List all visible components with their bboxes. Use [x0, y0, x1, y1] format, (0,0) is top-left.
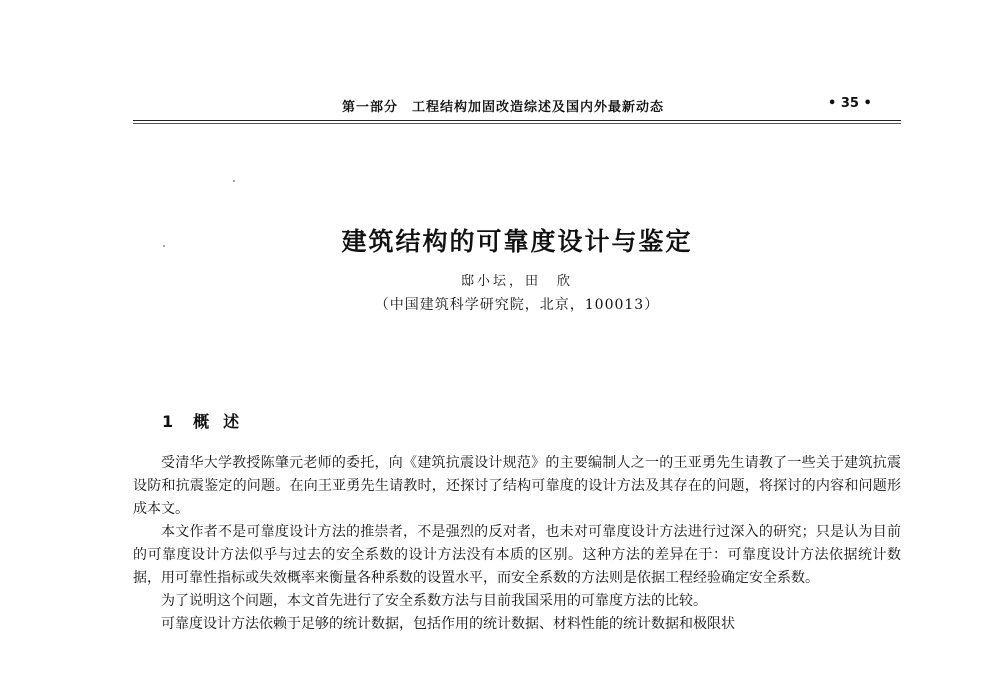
- paragraph: 可靠度设计方法依赖于足够的统计数据，包括作用的统计数据、材料性能的统计数据和极限状: [161, 616, 735, 632]
- paragraph: 本文作者不是可靠度设计方法的推崇者，不是强烈的反对者，也未对可靠度设计方法进行过深入的研究；只是认为目前的可靠度设计方法似乎与过去的安全系数的设计方法没有本质的区别。这种方法的差异在于：可靠度设计方法依据统计数据，用可靠性指标或失效概率来衡量各种系数的设置水平，而安全系数的方法则是依据工程经验确定安全系数。: [133, 524, 901, 586]
- section-heading: [162, 409, 253, 432]
- paragraph: 受清华大学教授陈肇元老师的委托，向《建筑抗震设计规范》的主要编制人之一的王亚勇先生请教了一些关于建筑抗震设防和抗震鉴定的问题。在向王亚勇先生请教时，还探讨了结构可靠度的设计方法及其存在的问题，将探讨的内容和问题形成本文。: [133, 455, 901, 517]
- paragraph: 为了说明这个问题，本文首先进行了安全系数方法与目前我国采用的可靠度方法的比较。: [161, 593, 707, 609]
- scan-speck: [233, 180, 235, 182]
- section-title: 概述: [193, 412, 254, 431]
- article-authors: 邸小坛，田 欣: [460, 274, 573, 289]
- article-affiliation: （中国建筑科学研究院，北京，100013）: [374, 297, 660, 313]
- section-number: 1: [162, 412, 174, 431]
- article-title: 建筑结构的可靠度设计与鉴定: [341, 227, 693, 256]
- header-rule-thin: [133, 123, 901, 124]
- running-header-title: 第一部分 工程结构加固改造综述及国内外最新动态: [342, 100, 665, 115]
- body-text: [133, 452, 901, 636]
- page-number: • 35 •: [828, 96, 872, 111]
- header-rule: [133, 120, 901, 121]
